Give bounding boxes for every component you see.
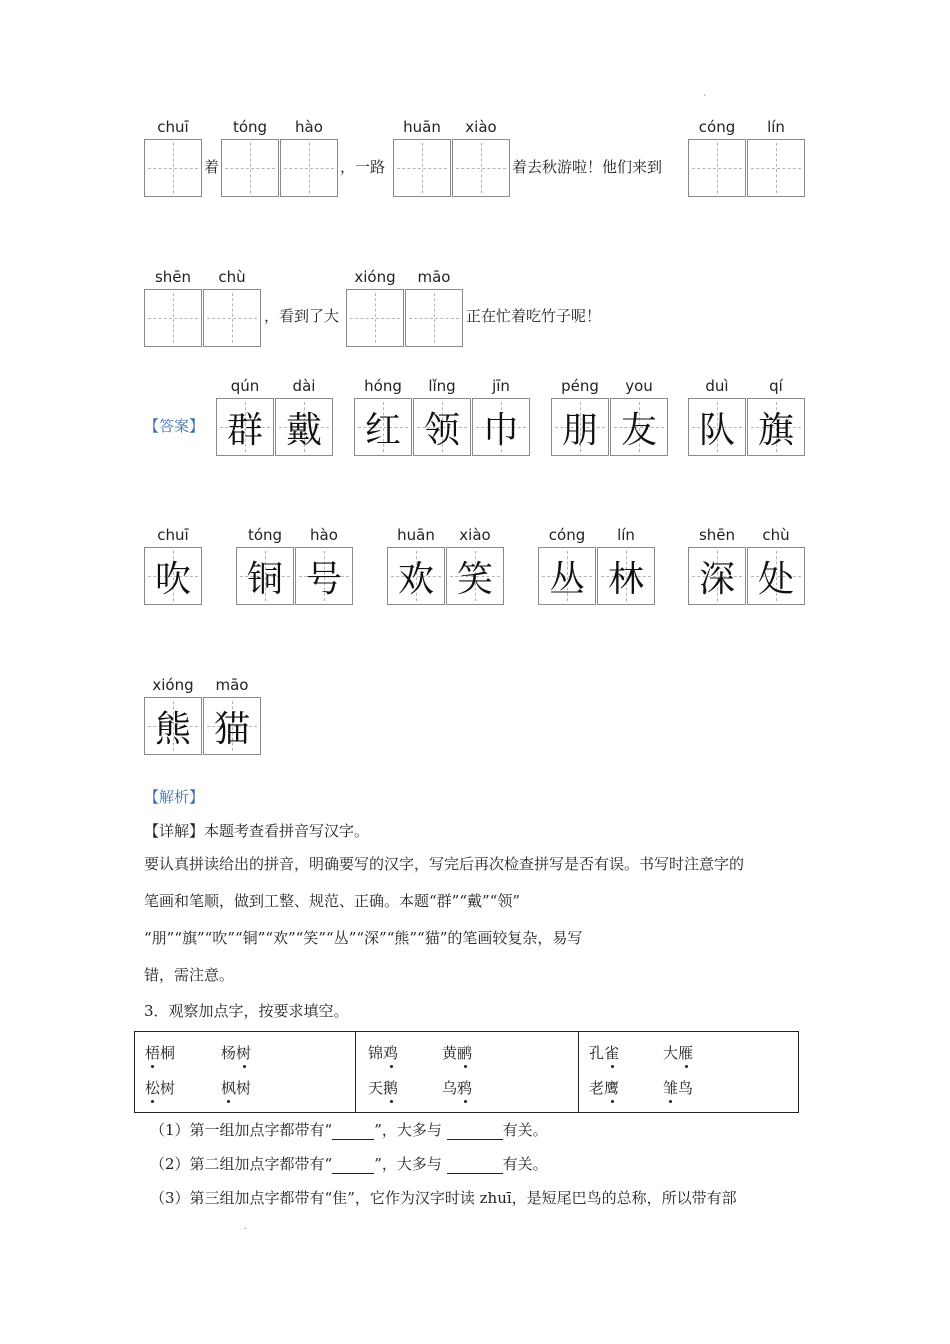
answer-box <box>538 547 596 605</box>
word: 松树 <box>145 1079 176 1097</box>
pinyin: hóng <box>364 377 402 395</box>
pinyin: xióng <box>354 268 396 286</box>
analysis-line: 笔画和笔顺，做到工整、规范、正确。本题“群”“戴”“领” <box>144 892 521 910</box>
answer-box <box>413 398 471 456</box>
question-text: ，一路 <box>340 158 386 176</box>
corner-mark-top: ` <box>703 94 707 103</box>
question-text: 着 <box>204 158 220 176</box>
writing-box[interactable] <box>405 289 463 347</box>
answer-char: 欢 <box>397 558 434 600</box>
pinyin: huān <box>397 526 435 544</box>
emphasis-dot <box>464 1100 467 1103</box>
word: 乌鸦 <box>442 1079 473 1097</box>
pinyin: huān <box>403 118 441 136</box>
pinyin: cóng <box>548 526 586 544</box>
pinyin: tóng <box>247 526 283 544</box>
word: 大雁 <box>663 1044 694 1062</box>
answer-char: 笑 <box>456 558 493 600</box>
writing-box[interactable] <box>203 289 261 347</box>
group-2-cell <box>356 1032 579 1113</box>
word: 孔雀 <box>589 1044 620 1062</box>
word: 枫树 <box>221 1079 252 1097</box>
analysis-line: 错，需注意。 <box>144 966 235 984</box>
answer-box <box>354 398 412 456</box>
answer-box <box>295 547 353 605</box>
pinyin: chù <box>762 526 790 544</box>
question-3-item-3 <box>150 1187 737 1208</box>
emphasis-dot <box>390 1065 393 1068</box>
answer-box <box>747 547 805 605</box>
answer-char: 丛 <box>548 558 585 600</box>
item-text: 有关。 <box>502 1155 548 1173</box>
pinyin: qí <box>769 377 783 395</box>
item-text: ”，大多与 <box>374 1121 447 1139</box>
pinyin: dài <box>292 377 316 395</box>
answer-box <box>597 547 655 605</box>
emphasis-dot <box>390 1100 393 1103</box>
question-3-title: 3．观察加点字，按要求填空。 <box>144 1002 349 1020</box>
writing-box[interactable] <box>144 289 202 347</box>
answer-char: 熊 <box>154 708 191 750</box>
answer-char: 戴 <box>285 409 322 451</box>
pinyin: xiào <box>459 526 491 544</box>
word: 老鹰 <box>589 1079 620 1097</box>
analysis-line: 【详解】本题考查看拼音写汉字。 <box>144 822 370 840</box>
word: 天鹅 <box>368 1079 399 1097</box>
word: 锦鸡 <box>368 1044 399 1062</box>
pinyin: hào <box>310 526 338 544</box>
emphasis-dot <box>669 1100 672 1103</box>
pinyin: hào <box>295 118 323 136</box>
pinyin: xióng <box>152 676 194 694</box>
answer-char: 林 <box>607 558 644 600</box>
corner-mark-bottom: . <box>244 1222 247 1231</box>
answer-box <box>551 398 609 456</box>
pinyin: māo <box>417 268 451 286</box>
analysis-line: 要认真拼读给出的拼音，明确要写的汉字，写完后再次检查拼写是否有误。书写时注意字的 <box>144 855 745 873</box>
writing-box[interactable] <box>221 139 279 197</box>
emphasis-dot <box>227 1100 230 1103</box>
pinyin: duì <box>705 377 729 395</box>
answer-char: 朋 <box>561 409 598 451</box>
question-3-item-1 <box>150 1119 548 1140</box>
pinyin: lín <box>767 118 785 136</box>
answer-box <box>747 398 805 456</box>
answer-char: 领 <box>423 409 460 451</box>
writing-box[interactable] <box>144 139 202 197</box>
pinyin: you <box>625 377 653 395</box>
answer-char: 友 <box>620 409 657 451</box>
answer-char: 处 <box>757 558 794 600</box>
answer-box <box>472 398 530 456</box>
answer-char: 巾 <box>482 409 519 451</box>
pinyin: chù <box>218 268 246 286</box>
writing-box[interactable] <box>688 139 746 197</box>
emphasis-dot <box>151 1065 154 1068</box>
item-text: 有关。 <box>502 1121 548 1139</box>
pinyin: qún <box>230 377 260 395</box>
word: 雏鸟 <box>663 1079 694 1097</box>
group-3-cell <box>579 1032 799 1113</box>
answer-char: 群 <box>226 409 263 451</box>
pinyin: péng <box>561 377 599 395</box>
emphasis-dot <box>685 1065 688 1068</box>
pinyin: māo <box>215 676 249 694</box>
pinyin: jīn <box>492 377 510 395</box>
answer-box <box>275 398 333 456</box>
pinyin: shēn <box>698 526 736 544</box>
writing-box[interactable] <box>280 139 338 197</box>
answer-char: 号 <box>305 558 342 600</box>
pinyin: tóng <box>232 118 268 136</box>
answer-box <box>144 547 202 605</box>
emphasis-dot <box>611 1065 614 1068</box>
group-1-cell <box>135 1032 356 1113</box>
question-text: ，看到了大 <box>264 307 340 325</box>
answer-box <box>387 547 445 605</box>
emphasis-dot <box>243 1065 246 1068</box>
answer-box <box>144 697 202 755</box>
word: 梧桐 <box>145 1044 176 1062</box>
item-text: ”，大多与 <box>374 1155 447 1173</box>
answer-blank[interactable] <box>332 1121 374 1140</box>
writing-box[interactable] <box>452 139 510 197</box>
answer-blank[interactable] <box>332 1155 374 1174</box>
answer-char: 旗 <box>757 409 794 451</box>
word: 杨树 <box>221 1044 252 1062</box>
answer-box <box>688 547 746 605</box>
writing-box[interactable] <box>346 289 404 347</box>
analysis-line: “朋”“旗”“吹”“铜”“欢”“笑”“丛”“深”“熊”“猫”的笔画较复杂，易写 <box>144 929 583 947</box>
answer-char: 铜 <box>246 558 283 600</box>
answer-blank[interactable] <box>447 1155 503 1174</box>
answer-box <box>610 398 668 456</box>
answer-box <box>236 547 294 605</box>
item-text: （2）第二组加点字都带有“ <box>150 1155 333 1173</box>
item-text: （3）第三组加点字都带有“隹”，它作为汉字时读 zhuī，是短尾巴鸟的总称，所以带有部 <box>150 1189 737 1207</box>
writing-box[interactable] <box>393 139 451 197</box>
question-text: 正在忙着吃竹子呢！ <box>466 307 602 325</box>
pinyin: cóng <box>698 118 736 136</box>
pinyin: xiào <box>465 118 497 136</box>
answer-box <box>203 697 261 755</box>
analysis-label: 【解析】 <box>144 788 205 806</box>
pinyin: chuī <box>157 526 189 544</box>
answer-char: 队 <box>698 409 735 451</box>
answer-blank[interactable] <box>447 1121 503 1140</box>
writing-box[interactable] <box>747 139 805 197</box>
pinyin: lín <box>617 526 635 544</box>
answer-char: 猫 <box>213 708 250 750</box>
answer-char: 红 <box>364 409 401 451</box>
word: 黄鹂 <box>442 1044 473 1062</box>
answer-char: 吹 <box>154 558 191 600</box>
answer-box <box>216 398 274 456</box>
answer-label: 【答案】 <box>144 417 205 435</box>
answer-box <box>688 398 746 456</box>
question-text: 着去秋游啦！他们来到 <box>512 158 663 176</box>
pinyin: chuī <box>157 118 189 136</box>
pinyin: shēn <box>154 268 192 286</box>
emphasis-dot <box>151 1100 154 1103</box>
answer-box <box>446 547 504 605</box>
emphasis-dot <box>611 1100 614 1103</box>
pinyin: lǐng <box>428 377 456 395</box>
answer-char: 深 <box>698 558 735 600</box>
emphasis-dot <box>464 1065 467 1068</box>
question-3-item-2 <box>150 1153 548 1174</box>
observation-table <box>134 1031 799 1113</box>
item-text: （1）第一组加点字都带有“ <box>150 1121 333 1139</box>
